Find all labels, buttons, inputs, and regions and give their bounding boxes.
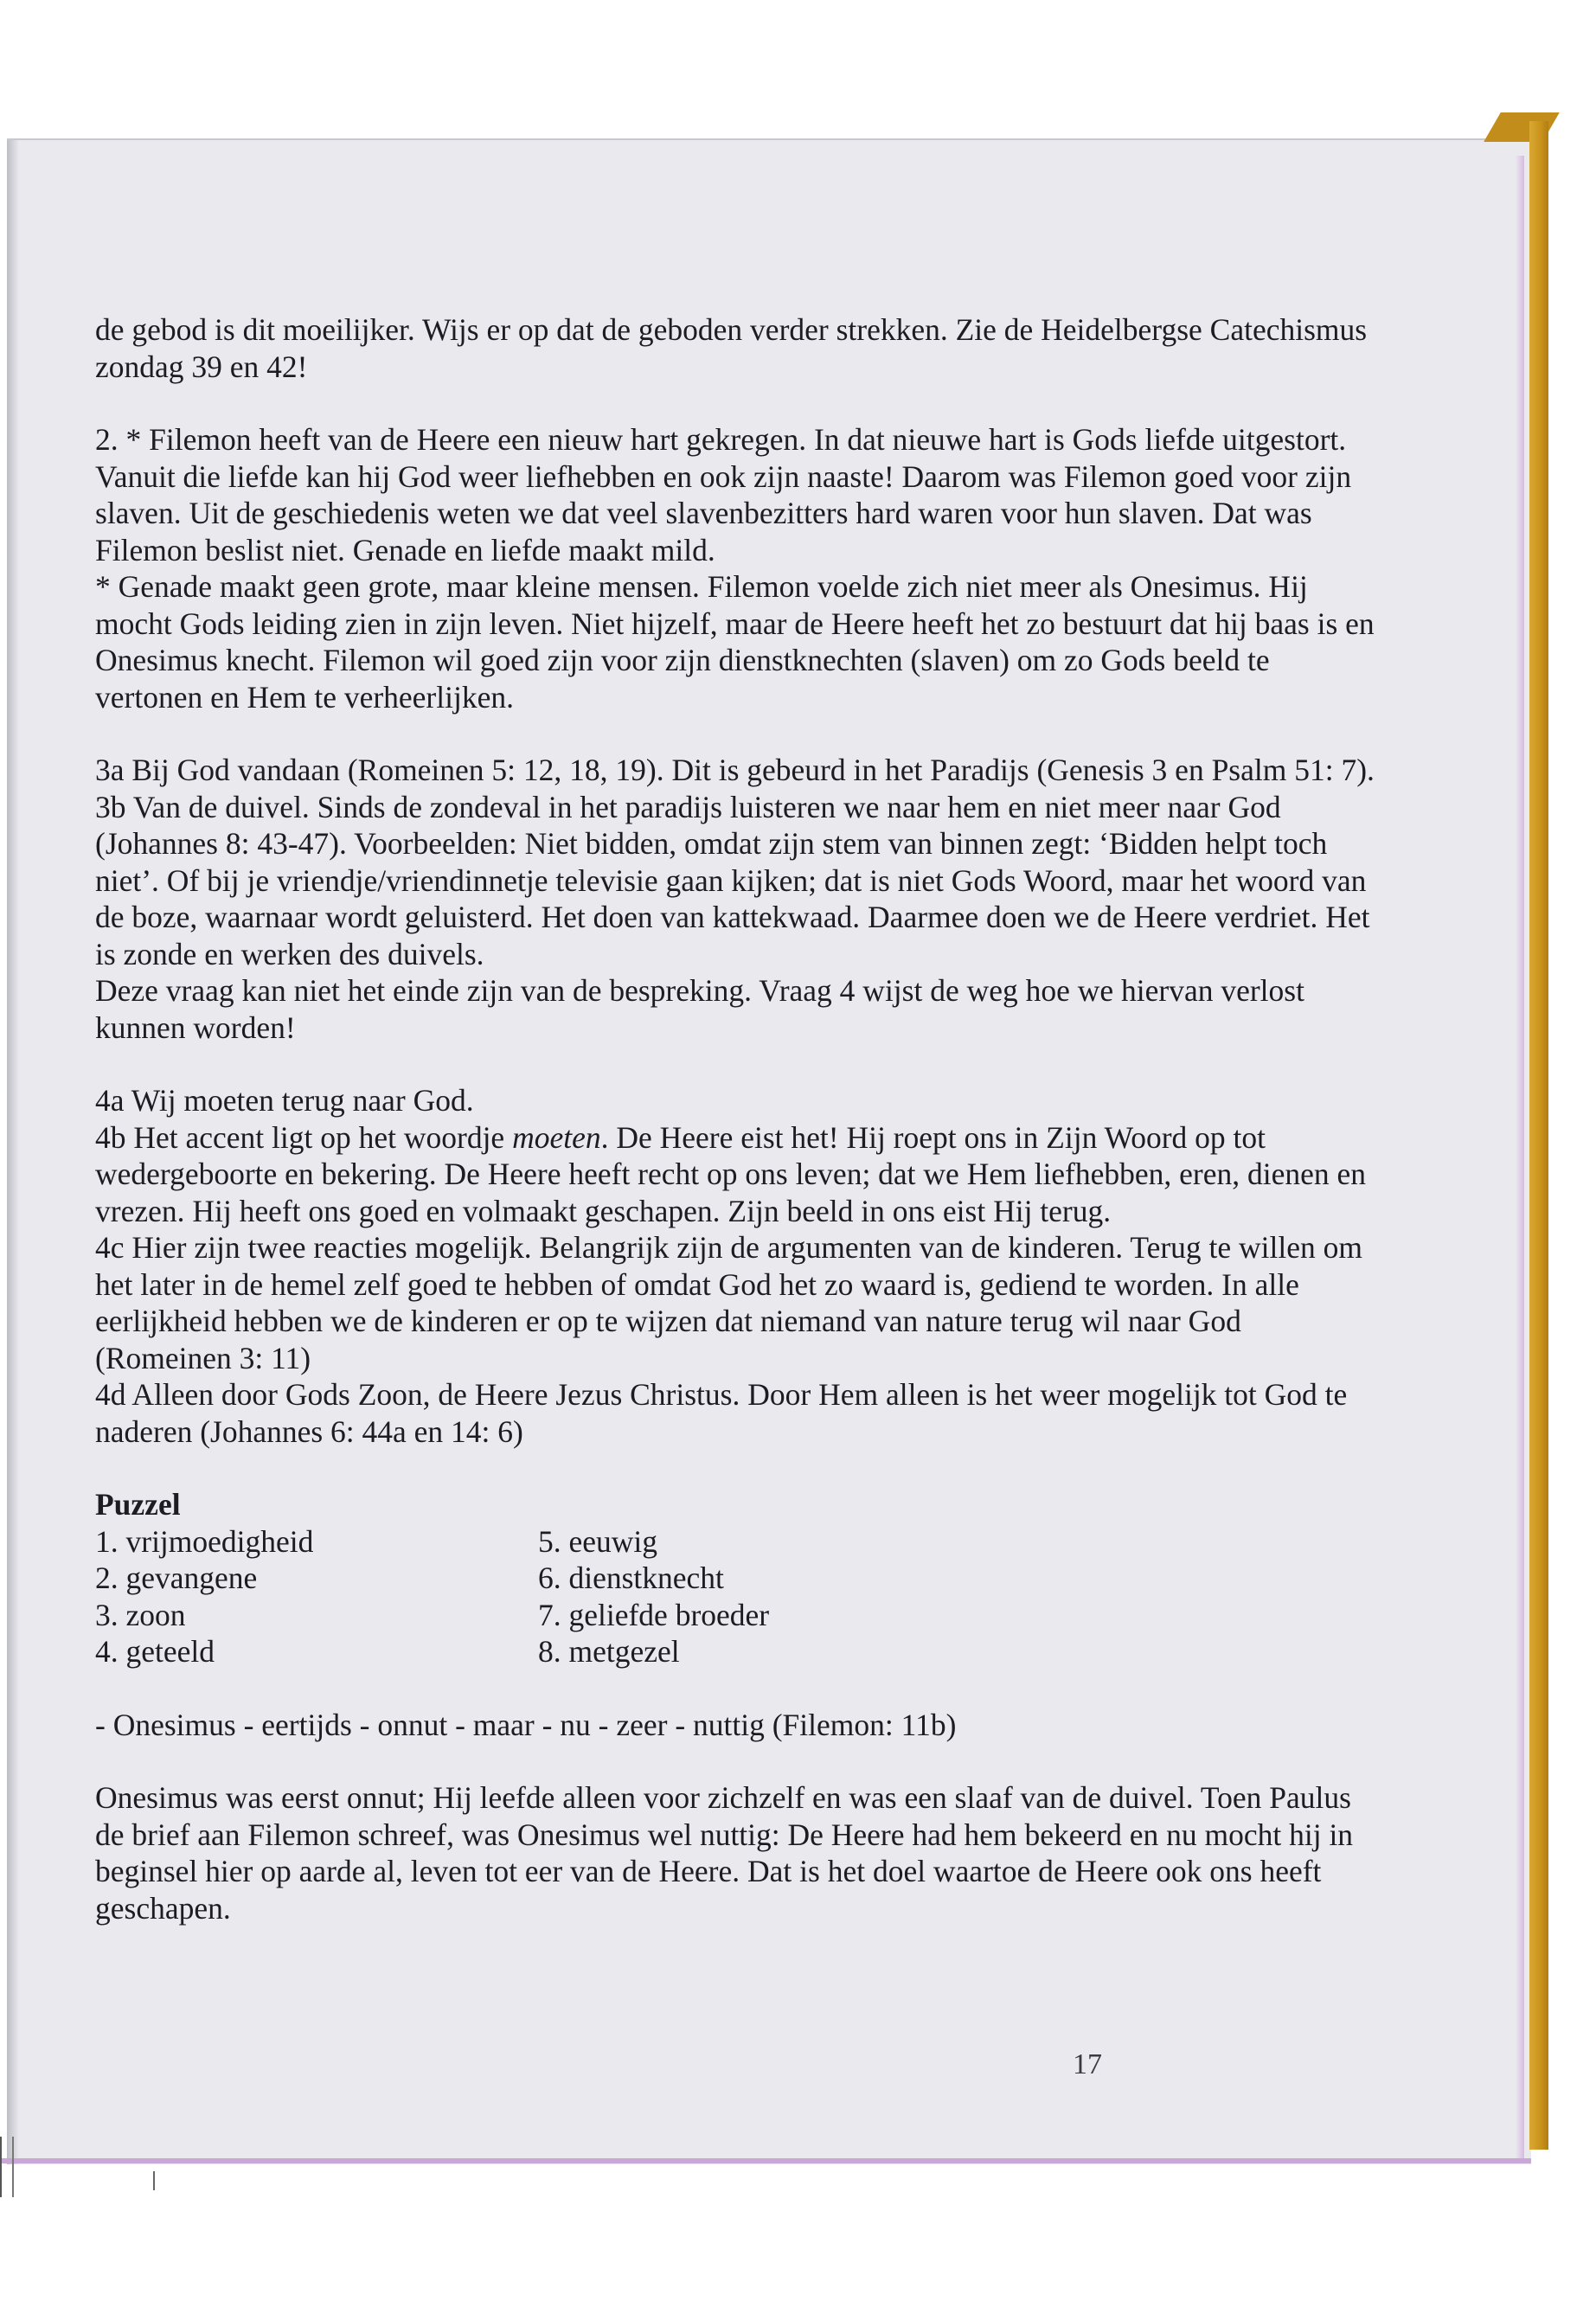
paragraph-2b: * Genade maakt geen grote, maar kleine mensen. Filemon voelde zich niet meer als Onesimus. Hij mocht Gods leiding zien in zijn leven. Niet hijzelf, maar de Heere heeft het zo bestuurt dat hij baas is en Onesimus knecht. Filemon wil goed zijn voor zijn dienstknechten (slaven) om zo Gods beeld te vertonen en Hem te verheerlijken. bbox=[95, 569, 1375, 715]
page-text bbox=[95, 311, 1384, 1926]
spacer bbox=[95, 1450, 1384, 1486]
scan-mark bbox=[153, 2171, 155, 2190]
puzzle-heading: Puzzel bbox=[95, 1487, 181, 1522]
scan-binding-marks bbox=[0, 2137, 14, 2197]
page-shadow bbox=[7, 140, 19, 2164]
paragraph-3-note: Deze vraag kan niet het einde zijn van de bespreking. Vraag 4 wijst de weg hoe we hiervan verlost kunnen worden! bbox=[95, 973, 1304, 1045]
spacer bbox=[95, 1670, 1384, 1707]
paragraph-4d: 4d Alleen door Gods Zoon, de Heere Jezus Christus. Door Hem alleen is het weer mogelijk tot God te naderen (Johannes 6: 44a en 14: 6) bbox=[95, 1377, 1348, 1449]
puzzle-answers bbox=[95, 1523, 1384, 1670]
page-number: 17 bbox=[1073, 2048, 1102, 2080]
puzzle-item: 3. zoon bbox=[95, 1597, 186, 1632]
puzzle-item: 6. dienstknecht bbox=[538, 1561, 724, 1595]
emphasis-word: moeten bbox=[512, 1119, 601, 1155]
paragraph-4b bbox=[95, 1119, 1384, 1230]
puzzle-item: 2. gevangene bbox=[95, 1561, 258, 1595]
closing-paragraph: Onesimus was eerst onnut; Hij leefde alleen voor zichzelf en was een slaaf van de duivel. Toen Paulus de brief aan Filemon schreef, was Onesimus wel nuttig: De Heere had hem bekeerd en nu mocht hij in beginsel hier op aarde al, leven tot eer van de Heere. Dat is het doel waartoe de Heere ook ons heeft geschapen. bbox=[95, 1780, 1354, 1926]
paragraph-4b-rest: . De Heere eist het! Hij roept ons in Zijn Woord op tot wedergeboorte en bekering. De Heere heeft recht op ons leven; dat we Hem liefhebben, eren, dienen en vrezen. Hij heeft ons goed en volmaakt geschapen. Zijn beeld in ons eist Hij terug. bbox=[95, 1119, 1366, 1228]
paragraph-intro: de gebod is dit moeilijker. Wijs er op dat de geboden verder strekken. Zie de Heidelbergse Catechismus zondag 39 en 42! bbox=[95, 312, 1368, 384]
paragraph-4a: 4a Wij moeten terug naar God. bbox=[95, 1083, 474, 1118]
puzzle-item: 1. vrijmoedigheid bbox=[95, 1523, 314, 1559]
spacer bbox=[95, 1046, 1384, 1082]
book-cover-edge bbox=[1529, 121, 1548, 2150]
puzzle-item: 7. geliefde broeder bbox=[538, 1597, 770, 1632]
paragraph-3b: 3b Van de duivel. Sinds de zondeval in het paradijs luisteren we naar hem en niet meer naar God (Johannes 8: 43-47). Voorbeelden: Niet bidden, omdat zijn stem van binnen zegt: ‘Bidden helpt toch niet’. Of bij je vriendje/vriendinnetje televisie gaan kijken; dat is niet Gods Woord, maar het woord van de boze, waarnaar wordt geluisterd. Het doen van kattekwaad. Daarmee doen we de Heere verdriet. Het is zonde en werken des duivels. bbox=[95, 789, 1370, 971]
puzzle-item: 5. eeuwig bbox=[538, 1523, 658, 1559]
paragraph-2a: 2. * Filemon heeft van de Heere een nieuw hart gekregen. In dat nieuwe hart is Gods liefde uitgestort. Vanuit die liefde kan hij God weer liefhebben en ook zijn naaste! Daarom was Filemon goed voor zijn slaven. Uit de geschiedenis weten we dat veel slavenbezitters hard waren voor hun slaven. Dat was Filemon beslist niet. Genade en liefde maakt mild. bbox=[95, 422, 1352, 567]
page-edge-purple bbox=[1516, 156, 1524, 2161]
puzzle-item: 4. geteeld bbox=[95, 1634, 215, 1669]
paragraph-4b-start: 4b Het accent ligt op het woordje bbox=[95, 1119, 513, 1155]
spacer bbox=[95, 385, 1384, 421]
spacer bbox=[95, 1743, 1384, 1779]
puzzle-item: 8. metgezel bbox=[538, 1634, 680, 1669]
spacer bbox=[95, 715, 1384, 752]
page-edge-bottom bbox=[0, 2158, 1531, 2163]
paragraph-4c: 4c Hier zijn twee reacties mogelijk. Belangrijk zijn de argumenten van de kinderen. Terug te willen om het later in de hemel zelf goed te hebben of omdat God het zo waard is, gediend te worden. In alle eerlijkheid hebben we de kinderen er op te wijzen dat niemand van nature terug wil naar God (Romeinen 3: 11) bbox=[95, 1230, 1363, 1375]
puzzle-solution: - Onesimus - eertijds - onnut - maar - nu - zeer - nuttig (Filemon: 11b) bbox=[95, 1707, 957, 1742]
paragraph-3a: 3a Bij God vandaan (Romeinen 5: 12, 18, 19). Dit is gebeurd in het Paradijs (Genesis 3 en Psalm 51: 7). bbox=[95, 753, 1375, 787]
